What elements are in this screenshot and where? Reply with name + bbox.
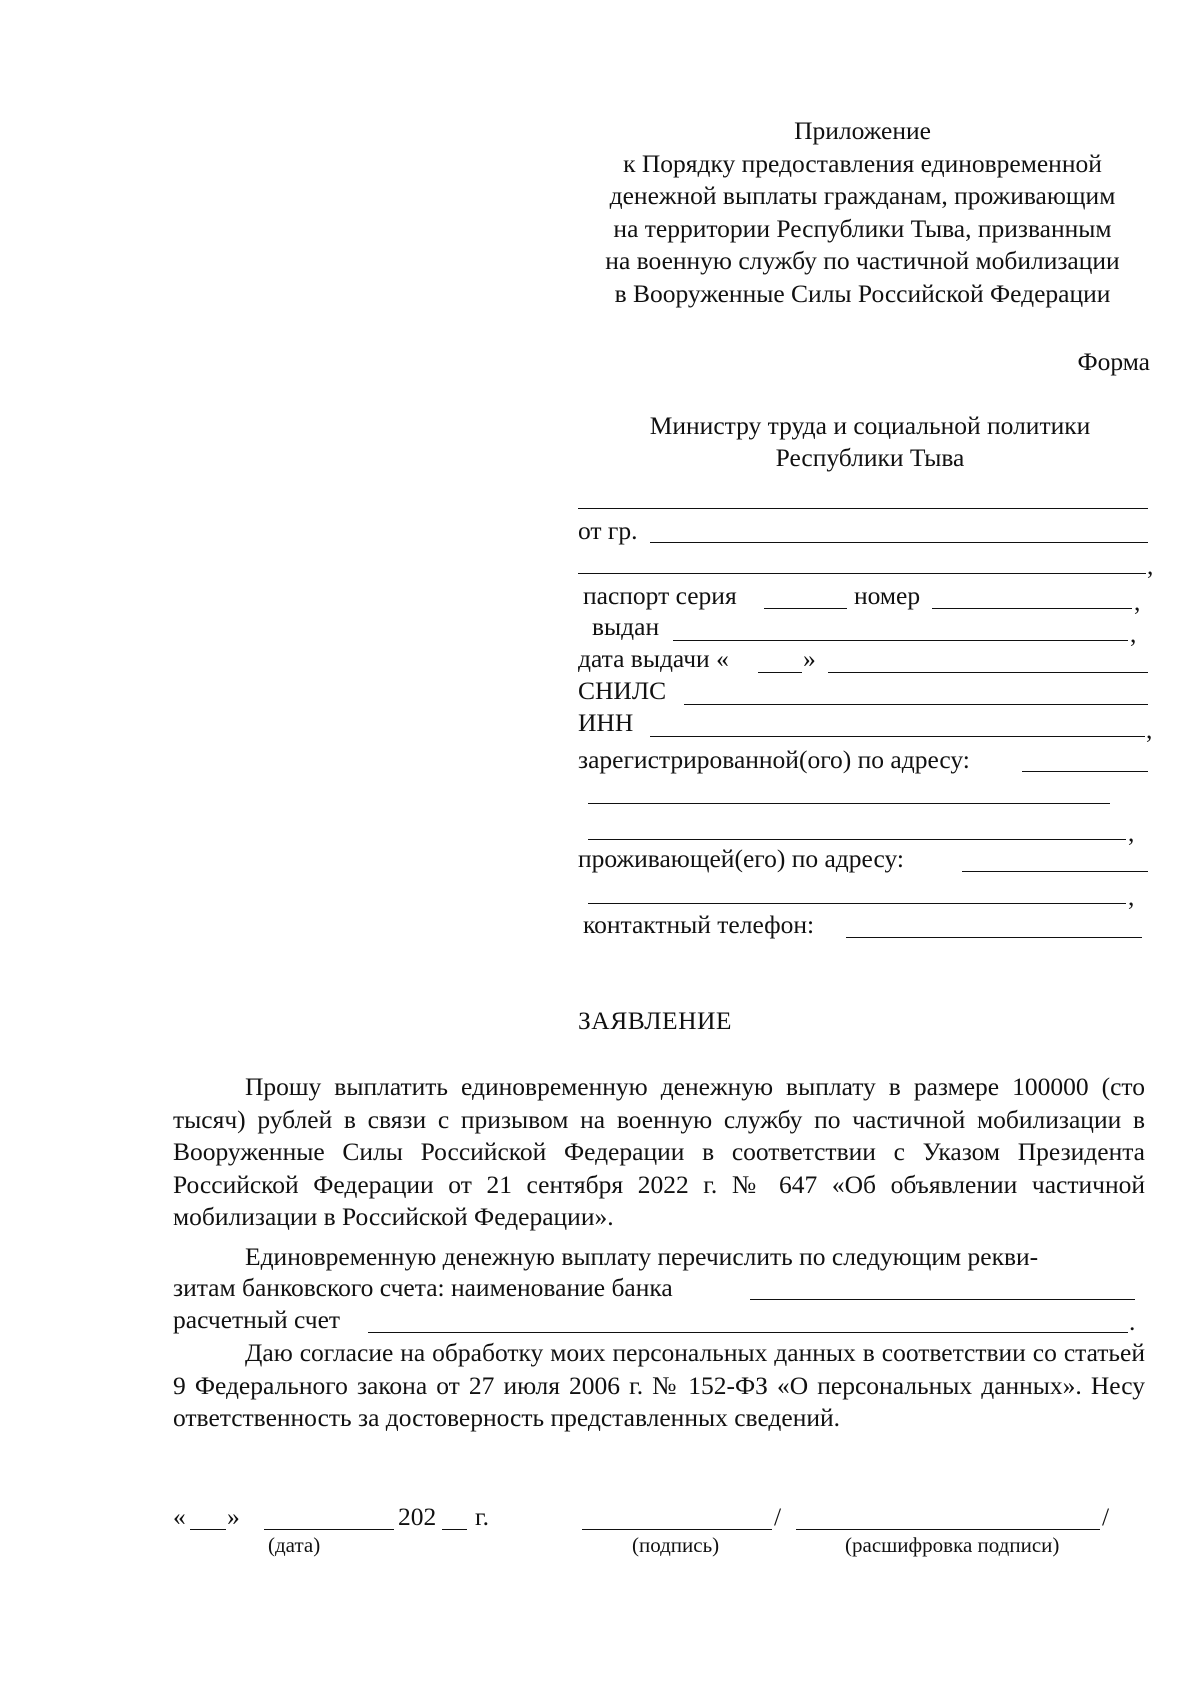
applicant-name-field[interactable]	[650, 542, 1148, 543]
living-address-field[interactable]	[962, 871, 1148, 872]
period: .	[1129, 1307, 1136, 1336]
comma: ,	[1147, 551, 1154, 580]
paragraph-bank-line1	[173, 1241, 1145, 1274]
registered-address-field-3[interactable]	[588, 839, 1126, 840]
comma: ,	[1128, 818, 1135, 847]
date-month-field[interactable]	[264, 1529, 394, 1530]
account-label: расчетный счет	[173, 1305, 341, 1334]
living-address-label: проживающей(его) по адресу:	[578, 844, 904, 873]
snils-field[interactable]	[684, 704, 1148, 705]
bank-intro-text: Единовременную денежную выплату перечислить по следующим рекви-	[245, 1242, 1039, 1271]
paragraph-request-text: Прошу выплатить единовременную денежную выплату в размере 100000 (сто тысяч) рублей в связи с призывом на военную службу по частичной мобилизации в Вооруженные Силы Российской Федерации в соответствии с Указом Президента Российской Федерации от 21 сентября 2022 г. № 647 «Об объявлении частичной мобилизации в Российской Федерации».	[173, 1072, 1145, 1231]
addressee	[590, 410, 1150, 474]
addressee-line: Республики Тыва	[775, 443, 965, 472]
issued-by-field[interactable]	[673, 640, 1128, 641]
date-open-quote: «	[173, 1502, 186, 1531]
decoding-caption: (расшифровка подписи)	[845, 1533, 1060, 1557]
comma: ,	[1128, 882, 1135, 911]
year-field[interactable]	[442, 1529, 467, 1530]
registered-address-field-2[interactable]	[588, 803, 1110, 804]
living-address-field-2[interactable]	[588, 903, 1126, 904]
paragraph-consent-text: Даю согласие на обработку моих персональных данных в соответствии со статьей 9 Федерального закона от 27 июля 2006 г. № 152-ФЗ «О персональных данных». Несу ответственность за достоверность представленных сведений.	[173, 1338, 1145, 1432]
date-close-quote: »	[227, 1502, 240, 1531]
date-day-field[interactable]	[190, 1529, 226, 1530]
inn-field[interactable]	[650, 736, 1145, 737]
slash: /	[774, 1502, 782, 1531]
signature-caption: (подпись)	[632, 1533, 720, 1557]
slash: /	[1102, 1502, 1110, 1531]
passport-number-field[interactable]	[932, 608, 1132, 609]
phone-label: контактный телефон:	[583, 910, 815, 939]
passport-number-label: номер	[854, 581, 921, 610]
appendix-line: в Вооруженные Силы Российской Федерации	[614, 278, 1111, 308]
appendix-line: к Порядку предоставления единовременной	[623, 148, 1102, 178]
registered-address-field[interactable]	[1022, 771, 1148, 772]
account-number-field[interactable]	[368, 1332, 1128, 1333]
appendix-line: на территории Республики Тыва, призванным	[613, 213, 1112, 243]
addressee-line: Министру труда и социальной политики	[649, 411, 1091, 440]
passport-series-field[interactable]	[764, 608, 847, 609]
issue-date-close-quote: »	[803, 644, 816, 673]
year-suffix: г.	[475, 1502, 489, 1531]
date-caption: (дата)	[268, 1533, 321, 1557]
appendix-line: денежной выплаты гражданам, проживающим	[609, 181, 1116, 210]
signature-decoding-field[interactable]	[796, 1529, 1100, 1530]
appendix-line: Приложение	[794, 116, 931, 145]
appendix-line: на военную службу по частичной мобилизации	[605, 246, 1120, 275]
bank-name-field[interactable]	[750, 1299, 1135, 1300]
from-label: от гр.	[578, 516, 638, 545]
appendix-header	[575, 115, 1150, 310]
issue-day-field[interactable]	[758, 672, 802, 673]
issued-label: выдан	[592, 612, 660, 641]
paragraph-consent	[173, 1337, 1145, 1435]
applicant-name-field-2[interactable]	[578, 573, 1146, 574]
year-prefix: 202	[398, 1502, 437, 1531]
bank-name-label: зитам банковского счета: наименование банка	[173, 1273, 673, 1302]
registered-address-label: зарегистрированной(ого) по адресу:	[578, 745, 970, 774]
document-title: ЗАЯВЛЕНИЕ	[578, 1006, 733, 1035]
blank-line-top[interactable]	[578, 508, 1148, 509]
passport-series-label: паспорт серия	[583, 581, 737, 610]
inn-label: ИНН	[578, 708, 634, 737]
form-label: Форма	[1077, 347, 1150, 376]
comma: ,	[1134, 587, 1141, 616]
comma: ,	[1130, 619, 1137, 648]
paragraph-request	[173, 1071, 1145, 1234]
comma: ,	[1146, 715, 1153, 744]
signature-field[interactable]	[582, 1529, 772, 1530]
issue-date-field[interactable]	[828, 672, 1148, 673]
issue-date-label: дата выдачи «	[578, 644, 729, 673]
snils-label: СНИЛС	[578, 676, 667, 705]
phone-field[interactable]	[846, 937, 1142, 938]
